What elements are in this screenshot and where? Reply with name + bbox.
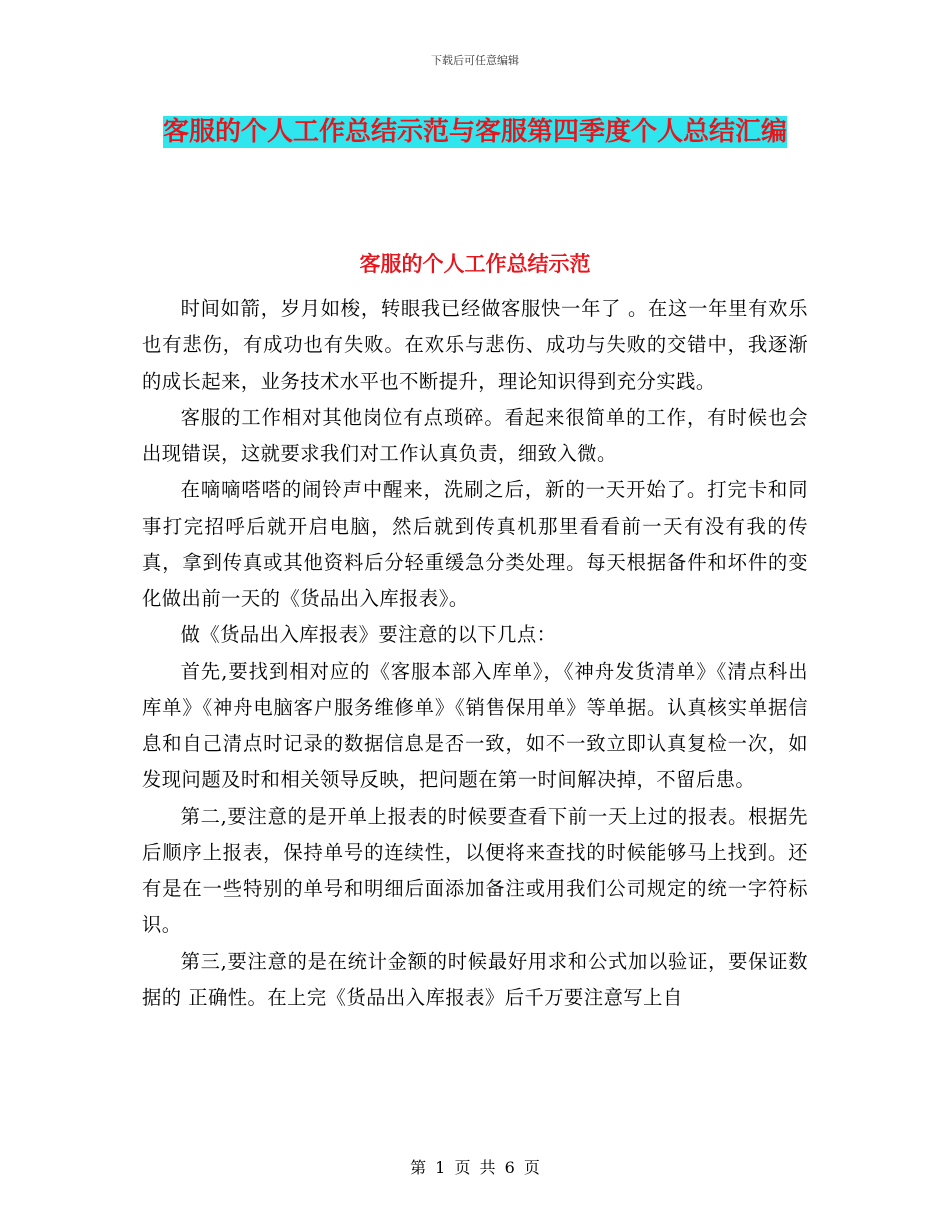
paragraph: 第三,要注意的是在统计金额的时候最好用求和公式加以验证，要保证数据的 正确性。在上完《货品出入库报表》后千万要注意写上自 [142,949,808,1009]
paragraph: 首先,要找到相对应的《客服本部入库单》，《神舟发货清单》《清点科出库单》《神舟电脑客户服务维修单》《销售保用单》等单据。认真核实单据信息和自己清点时记录的数据信息是否一致，如不一致立即认真复检一次，如发现问题及时和相关领导反映，把问题在第一时间解决掉，不留后患。 [142,659,808,792]
header-note: 下载后可任意编辑 [431,54,519,67]
page-footer: 第 1 页 共 6 页 [410,1158,540,1177]
paragraph: 时间如箭，岁月如梭，转眼我已经做客服快一年了 。在这一年里有欢乐也有悲伤，有成功也有失败。在欢乐与悲伤、成功与失败的交错中，我逐渐的成长起来，业务技术水平也不断提升，理论知识得到充分实践。 [142,297,808,393]
paragraph: 客服的工作相对其他岗位有点琐碎。看起来很简单的工作，有时候也会出现错误，这就要求我们对工作认真负责，细致入微。 [142,405,808,465]
body-text [142,291,808,1016]
paragraph: 第二,要注意的是开单上报表的时候要查看下前一天上过的报表。根据先后顺序上报表，保持单号的连续性，以便将来查找的时候能够马上找到。还有是在一些特别的单号和明细后面添加备注或用我们公司规定的统一字符标识。 [142,804,808,937]
paragraph: 做《货品出入库报表》要注意的以下几点： [180,623,557,647]
document-title-text: 客服的个人工作总结示范与客服第四季度个人总结汇编 [162,117,787,147]
paragraph: 在嘀嘀嗒嗒的闹铃声中醒来，洗刷之后，新的一天开始了。打完卡和同事打完招呼后就开启电脑，然后就到传真机那里看看前一天有没有我的传真，拿到传真或其他资料后分轻重缓急分类处理。每天根据备件和坏件的变化做出前一天的《货品出入库报表》。 [142,478,808,610]
section-title: 客服的个人工作总结示范 [359,252,591,276]
document-title [140,110,810,155]
